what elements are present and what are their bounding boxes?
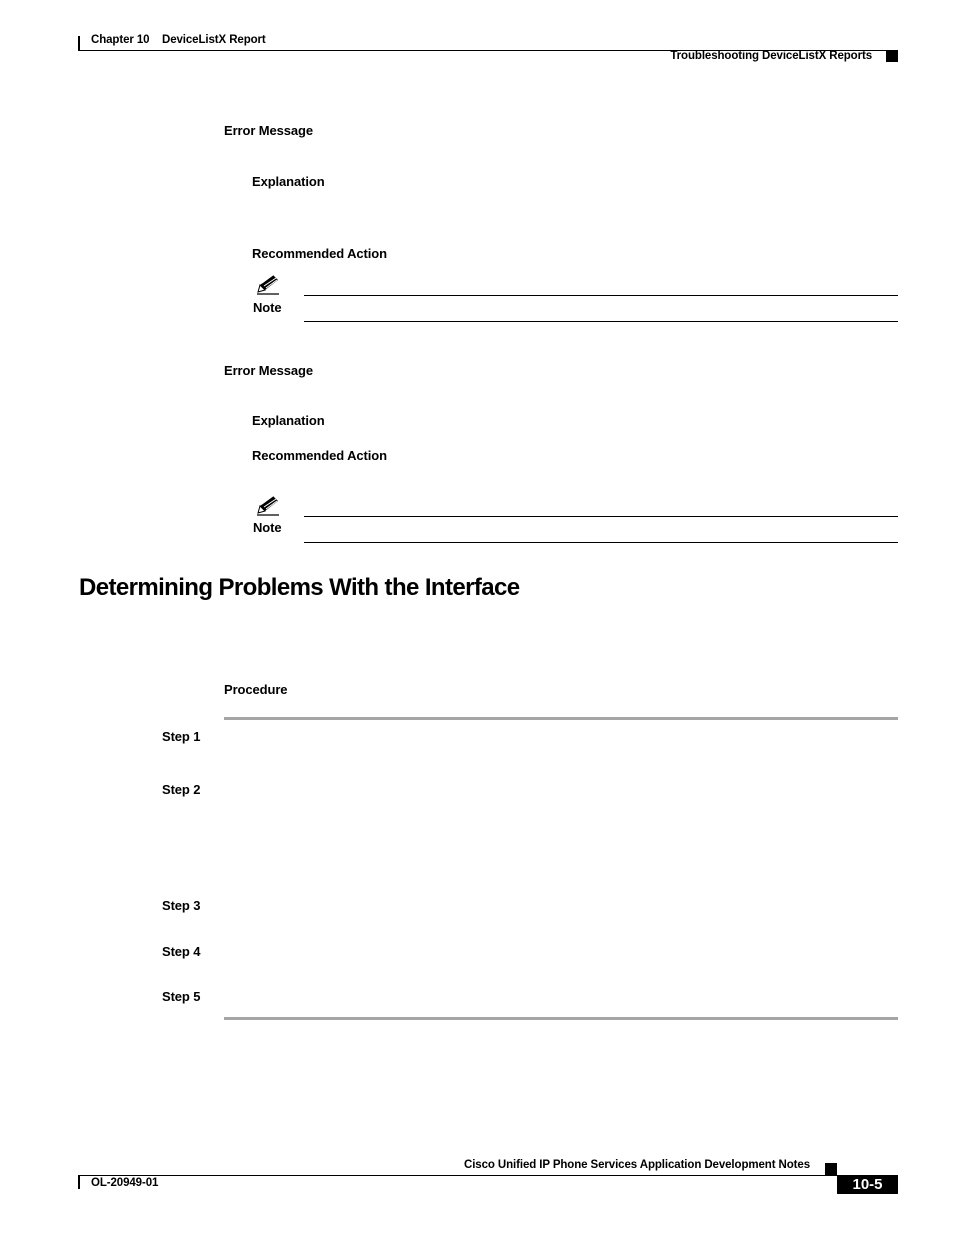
error-message-label: Error Message bbox=[224, 363, 314, 378]
footer-left-tick bbox=[78, 1175, 80, 1189]
note-rule-top bbox=[304, 516, 898, 517]
step-label: Step 1 bbox=[162, 729, 201, 744]
step-label: Step 3 bbox=[162, 898, 201, 913]
note-rule-bottom bbox=[304, 321, 898, 322]
recommended-action-label: Recommended Action bbox=[252, 448, 387, 463]
footer-book-title: Cisco Unified IP Phone Services Application Development Notes bbox=[463, 1159, 810, 1171]
step-label: Step 4 bbox=[162, 944, 201, 959]
header-chapter-title: DeviceListX Report bbox=[162, 34, 266, 46]
explanation-label: Explanation bbox=[252, 174, 325, 189]
error-message-label: Error Message bbox=[224, 123, 314, 138]
procedure-rule-top bbox=[224, 717, 898, 720]
header-left-tick bbox=[78, 36, 80, 51]
footer-small-block bbox=[825, 1163, 837, 1175]
page-number: 10-5 bbox=[837, 1175, 898, 1194]
step-label: Step 5 bbox=[162, 989, 201, 1004]
footer-rule bbox=[78, 1175, 898, 1176]
note-label: Note bbox=[253, 520, 282, 535]
pencil-note-icon bbox=[256, 273, 280, 295]
procedure-rule-bottom bbox=[224, 1017, 898, 1020]
header-section-title: Troubleshooting DeviceListX Reports bbox=[670, 50, 872, 62]
footer-doc-number: OL-20949-01 bbox=[91, 1177, 159, 1189]
procedure-label: Procedure bbox=[224, 682, 288, 697]
pencil-note-icon bbox=[256, 494, 280, 516]
header-right-block bbox=[886, 50, 898, 62]
recommended-action-label: Recommended Action bbox=[252, 246, 387, 261]
step-label: Step 2 bbox=[162, 782, 201, 797]
header-chapter: Chapter 10 bbox=[91, 34, 150, 46]
note-rule-top bbox=[304, 295, 898, 296]
note-rule-bottom bbox=[304, 542, 898, 543]
section-heading: Determining Problems With the Interface bbox=[79, 574, 520, 601]
explanation-label: Explanation bbox=[252, 413, 325, 428]
note-label: Note bbox=[253, 300, 282, 315]
